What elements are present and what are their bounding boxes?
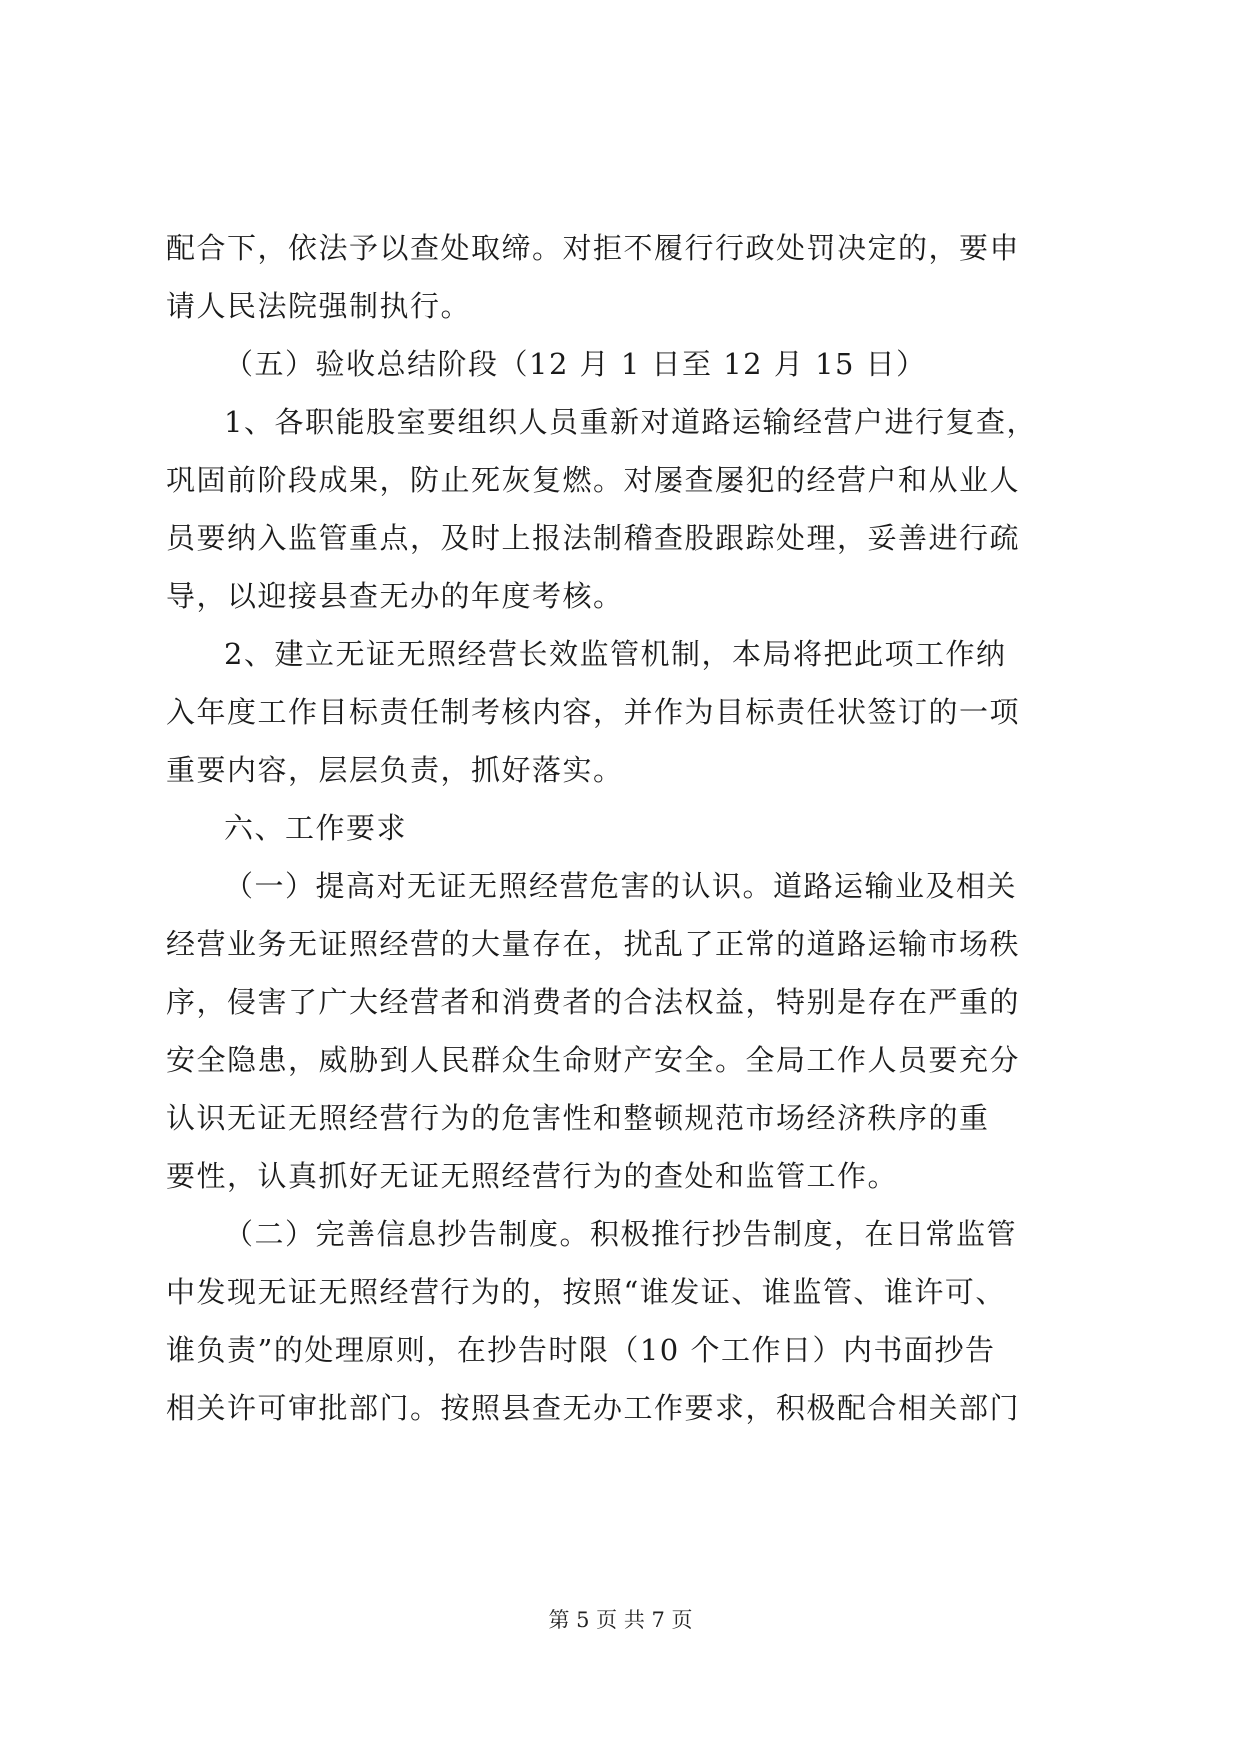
text-line-5: 巩固前阶段成果，防止死灰复燃。对屡查屡犯的经营户和从业人 [166, 463, 1021, 497]
text-line-4: 1、各职能股室要组织人员重新对道路运输经营户进行复查， [224, 405, 1037, 439]
text-line-1: 配合下，依法予以查处取缔。对拒不履行行政处罚决定的，要申 [166, 231, 1021, 265]
page-footer: 第 5 页 共 7 页 [548, 1608, 693, 1632]
text-line-17: 要性，认真抓好无证无照经营行为的查处和监管工作。 [166, 1159, 899, 1193]
text-line-8: 2、建立无证无照经营长效监管机制，本局将把此项工作纳 [224, 637, 1007, 671]
text-line-14: 序，侵害了广大经营者和消费者的合法权益，特别是存在严重的 [166, 985, 1021, 1019]
text-line-13: 经营业务无证照经营的大量存在，扰乱了正常的道路运输市场秩 [166, 927, 1021, 961]
section-heading-5: （五）验收总结阶段（12 月 1 日至 12 月 15 日） [224, 347, 927, 381]
text-line-19: 中发现无证无照经营行为的，按照“谁发证、谁监管、谁许可、 [166, 1275, 1006, 1309]
text-line-12: （一）提高对无证无照经营危害的认识。道路运输业及相关 [224, 869, 1018, 903]
text-line-9: 入年度工作目标责任制考核内容，并作为目标责任状签订的一项 [166, 695, 1021, 729]
text-line-18: （二）完善信息抄告制度。积极推行抄告制度，在日常监管 [224, 1217, 1018, 1251]
text-line-20: 谁负责”的处理原则，在抄告时限（10 个工作日）内书面抄告 [166, 1333, 996, 1367]
text-line-7: 导，以迎接县查无办的年度考核。 [166, 579, 624, 613]
text-line-2: 请人民法院强制执行。 [166, 289, 472, 323]
text-line-15: 安全隐患，威胁到人民群众生命财产安全。全局工作人员要充分 [166, 1043, 1021, 1077]
text-line-16: 认识无证无照经营行为的危害性和整顿规范市场经济秩序的重 [166, 1101, 990, 1135]
text-line-6: 员要纳入监管重点，及时上报法制稽查股跟踪处理，妥善进行疏 [166, 521, 1021, 555]
section-heading-6: 六、工作要求 [224, 811, 408, 845]
text-line-10: 重要内容，层层负责，抓好落实。 [166, 753, 624, 787]
text-line-21: 相关许可审批部门。按照县查无办工作要求，积极配合相关部门 [166, 1391, 1021, 1425]
